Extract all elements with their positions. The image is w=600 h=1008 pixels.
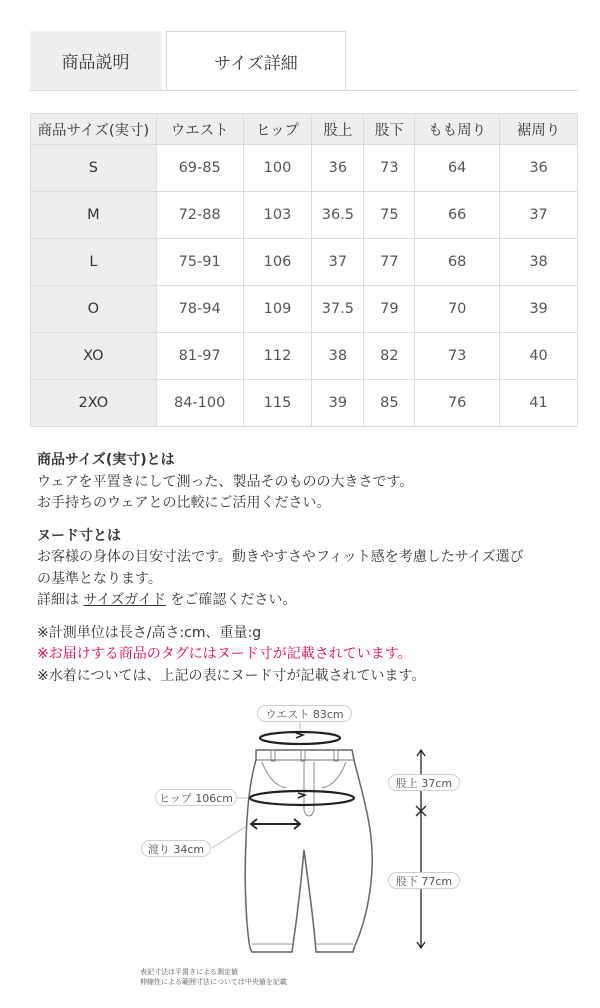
tab-size-details[interactable]: サイズ詳細: [166, 31, 346, 91]
table-cell: 82: [364, 333, 415, 380]
table-cell: 66: [415, 192, 500, 239]
actual-size-text: ウェアを平置きにして測った、製品そのものの大きさです。: [37, 473, 414, 490]
table-cell: 37: [500, 192, 578, 239]
table-row: [31, 286, 578, 333]
table-cell: 40: [500, 333, 578, 380]
table-row: [31, 145, 578, 192]
table-cell: 81-97: [156, 333, 243, 380]
column-header: もも周り: [415, 114, 500, 145]
tab-baseline: [30, 90, 578, 91]
actual-size-text: お手持ちのウェアとの比較にご活用ください。: [37, 495, 331, 511]
tab-bar: [30, 31, 578, 91]
measurement-diagram: [0, 700, 600, 1008]
table-cell: 112: [243, 333, 312, 380]
table-cell: 39: [500, 286, 578, 333]
table-row: [31, 192, 578, 239]
table-cell: 73: [364, 145, 415, 192]
table-cell: 37: [312, 239, 364, 286]
tab-product-description[interactable]: 商品説明: [30, 31, 161, 90]
table-cell: 39: [312, 380, 364, 427]
table-cell: 109: [243, 286, 312, 333]
table-cell: 73: [415, 333, 500, 380]
table-cell: 78-94: [156, 286, 243, 333]
column-header: 股下: [364, 114, 415, 145]
table-cell: 76: [415, 380, 500, 427]
diagram-footnote: 表記寸法は平置きによる測定値: [140, 968, 238, 976]
column-header: 商品サイズ(実寸): [31, 114, 157, 145]
column-header: 裾周り: [500, 114, 578, 145]
table-cell: 103: [243, 192, 312, 239]
thigh-measure-label: 渡り 34cm: [141, 840, 211, 857]
column-header: ヒップ: [243, 114, 312, 145]
rise-measure-label: 股上 37cm: [388, 774, 460, 791]
size-table-header-row: [31, 114, 578, 145]
table-cell: 36.5: [312, 192, 364, 239]
tag-note: ※お届けする商品のタグにはヌード寸が記載されています。: [37, 646, 412, 662]
nude-size-text: の基準となります。: [37, 570, 162, 587]
size-label: L: [31, 239, 157, 286]
nude-size-heading: ヌード寸とは: [37, 527, 121, 544]
table-cell: 69-85: [156, 145, 243, 192]
table-cell: 37.5: [312, 286, 364, 333]
table-cell: 85: [364, 380, 415, 427]
column-header: 股上: [312, 114, 364, 145]
size-label: S: [31, 145, 157, 192]
table-cell: 106: [243, 239, 312, 286]
size-guide-link[interactable]: サイズガイド: [83, 592, 166, 608]
size-guide-suffix: をご確認ください。: [170, 592, 297, 608]
pants-illustration: [0, 700, 600, 1008]
diagram-footnote: 伸縮性による範囲寸法については中央値を記載: [140, 978, 287, 986]
table-cell: 38: [500, 239, 578, 286]
table-cell: 75: [364, 192, 415, 239]
size-guide-line: [37, 590, 587, 612]
size-label: 2XO: [31, 380, 157, 427]
table-cell: 72-88: [156, 192, 243, 239]
size-guide-prefix: 詳細は: [37, 592, 79, 608]
table-cell: 77: [364, 239, 415, 286]
unit-note: ※計測単位は長さ/高さ:cm、重量:g: [37, 624, 262, 641]
column-header: ウエスト: [156, 114, 243, 145]
hip-measure-label: ヒップ 106cm: [155, 789, 237, 806]
waist-measure-label: ウエスト 83cm: [257, 705, 352, 722]
table-cell: 75-91: [156, 239, 243, 286]
table-cell: 115: [243, 380, 312, 427]
table-cell: 70: [415, 286, 500, 333]
table-cell: 38: [312, 333, 364, 380]
table-cell: 36: [500, 145, 578, 192]
table-row: [31, 380, 578, 427]
table-cell: 41: [500, 380, 578, 427]
actual-size-heading: 商品サイズ(実寸)とは: [37, 452, 175, 468]
table-cell: 36: [312, 145, 364, 192]
swimwear-note: ※水着については、上記の表にヌード寸が記載されています。: [37, 667, 426, 684]
table-row: [31, 239, 578, 286]
size-notes: [37, 450, 587, 687]
size-label: XO: [31, 333, 157, 380]
nude-size-text: お客様の身体の目安寸法です。動きやすさやフィット感を考慮したサイズ選び: [37, 549, 524, 565]
size-table: [30, 113, 578, 427]
inseam-measure-label: 股下 77cm: [388, 872, 460, 889]
table-row: [31, 333, 578, 380]
table-cell: 68: [415, 239, 500, 286]
table-cell: 84-100: [156, 380, 243, 427]
table-cell: 64: [415, 145, 500, 192]
table-cell: 100: [243, 145, 312, 192]
size-label: M: [31, 192, 157, 239]
table-cell: 79: [364, 286, 415, 333]
size-label: O: [31, 286, 157, 333]
